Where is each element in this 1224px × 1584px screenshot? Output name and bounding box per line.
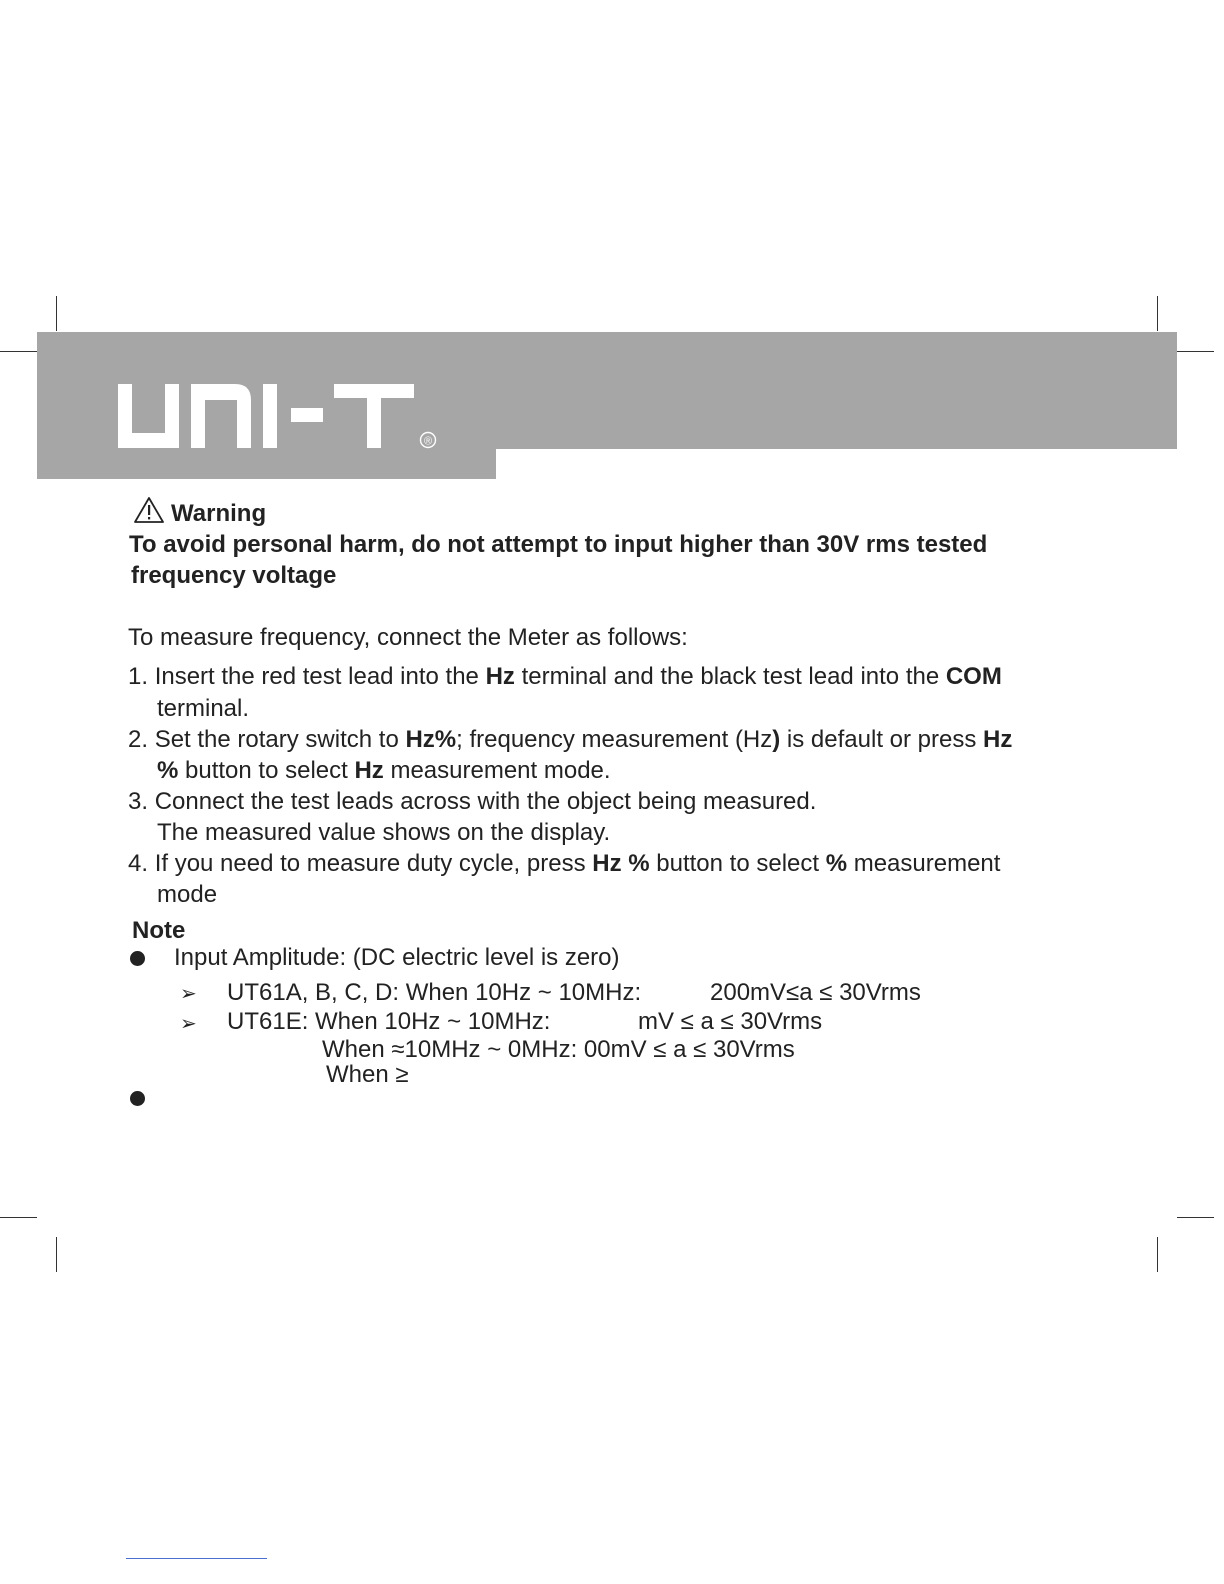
step-keyword: Hz % [592,850,650,877]
step-keyword: Hz [983,726,1013,753]
step-number: 2. [128,726,149,753]
svg-text:®: ® [423,435,433,448]
note-arrow-2-model: UT61E: When 10Hz ~ 10MHz: [227,1008,551,1035]
footer-rule [126,1558,267,1559]
crop-mark [1157,1237,1158,1272]
step-text: is default or press [780,726,984,753]
step-keyword: % [825,850,848,877]
step-number: 1. [128,663,149,690]
bullet-icon [130,951,145,966]
step-text: ; frequency measurement (Hz [456,726,773,753]
step-2 [128,726,1012,754]
step-text: ead into the [353,663,486,690]
step-text: Insert the red test [154,663,349,690]
bullet-icon [130,1091,145,1106]
note-bullet-1: Input Amplitude: (DC electric level is zero) [174,944,620,971]
crop-mark [1177,1217,1214,1218]
step-text: Set the rotary switch to [154,726,406,753]
step-keyword: % [157,757,179,784]
step-text: Connect the test [154,788,337,815]
step-text: eads across with the object being measured. [341,788,817,815]
note-line-3: When ≈10MHz ~ 0MHz: 00mV ≤ a ≤ 30Vrms [322,1036,795,1063]
step-4-continued: mode [157,881,218,908]
step-text: button to select [178,757,355,784]
step-keyword: Hz [354,757,384,784]
step-text: l [336,788,342,815]
warning-body-line2: frequency voltage [131,562,337,589]
intro-text: To measure frequency, connect the Meter as follows: [128,624,688,651]
note-arrow-2-range: mV ≤ a ≤ 30Vrms [638,1008,823,1035]
step-number: 4. [128,850,149,877]
step-text: l [348,663,354,690]
step-2-continued [157,757,611,785]
note-arrow-1-model: UT61A, B, C, D: When 10Hz ~ 10MHz: [227,979,642,1006]
warning-triangle-icon [133,496,165,524]
step-1-continued: terminal. [157,695,250,722]
step-number: 3. [128,788,149,815]
crop-mark [0,351,37,352]
arrow-bullet-icon: ➢ [180,1013,197,1035]
step-keyword: Hz [485,663,515,690]
note-arrow-1-range: 200mV≤a ≤ 30Vrms [710,979,921,1006]
step-keyword: COM [945,663,1002,690]
warning-body-line1: To avoid personal harm, do not attempt to input higher than 30V rms tested [129,531,988,558]
note-title: Note [132,917,186,944]
crop-mark [0,1217,37,1218]
step-3-continued: The measured value shows on the display. [157,819,611,846]
crop-mark [56,1237,57,1272]
step-text: If you need to measure duty cycle, press [154,850,593,877]
step-keyword: ) [772,726,781,753]
crop-mark [1177,351,1214,352]
step-keyword: Hz% [405,726,457,753]
arrow-bullet-icon: ➢ [180,983,197,1005]
step-text: measurement [847,850,1001,877]
step-3 [128,788,816,816]
warning-title: Warning [171,500,267,527]
step-4 [128,850,1000,878]
brand-logo [115,370,445,454]
crop-mark [56,296,57,331]
note-line-4: When ≥ [326,1061,409,1088]
crop-mark [1157,296,1158,331]
step-1 [128,663,1002,691]
step-text: button to select [649,850,826,877]
step-text: measurement mode. [383,757,611,784]
step-text: terminal and the black test lead into the [514,663,946,690]
